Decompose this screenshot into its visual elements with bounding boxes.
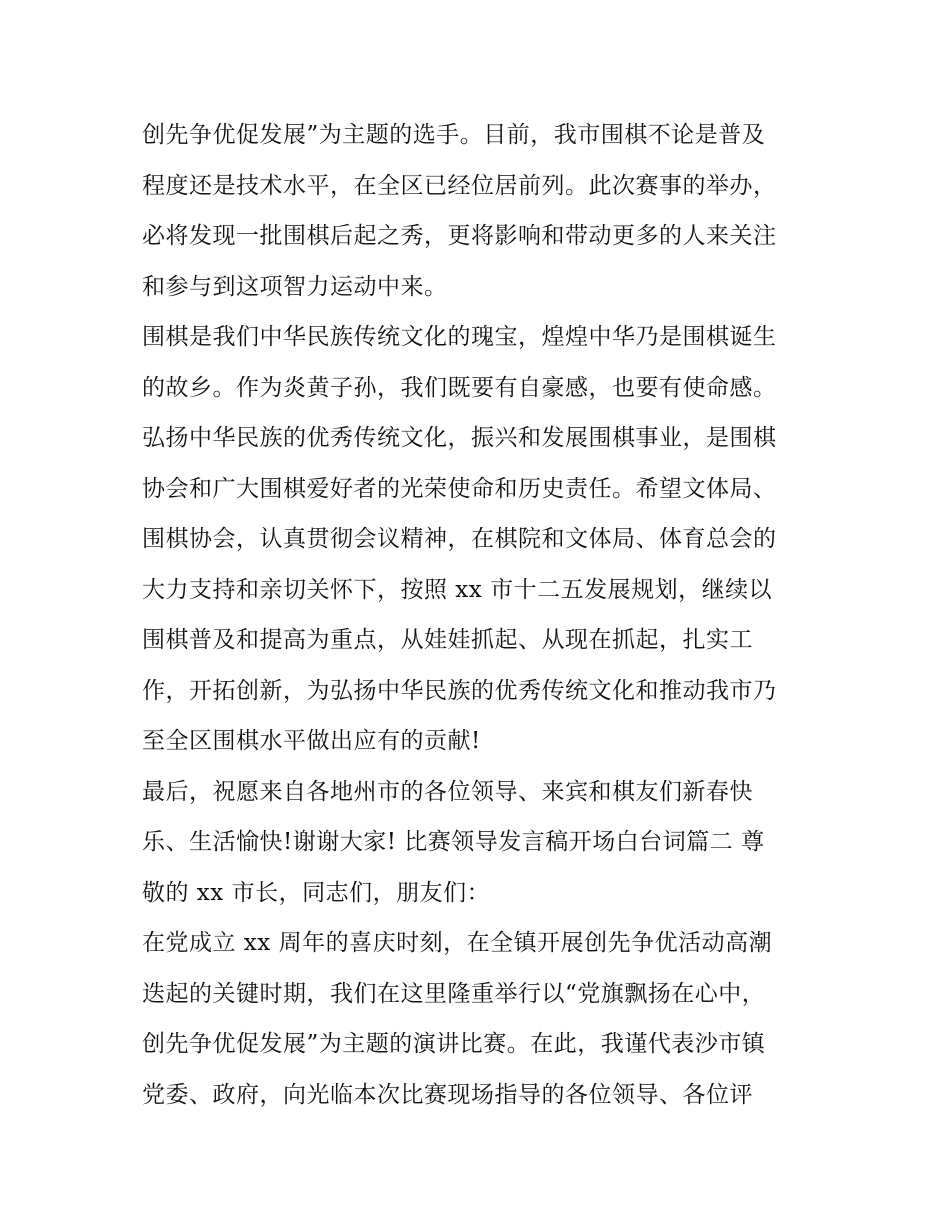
text-line: 乐、生活愉快!谢谢大家! 比赛领导发言稿开场白台词篇二 尊 [142,829,765,855]
text-line: 和参与到这项智力运动中来。 [142,273,448,300]
text-line: 最后，祝愿来自各地州市的各位领导、来宾和棋友们新春快 [142,778,753,805]
text-line: 程度还是技术水平，在全区已经位居前列。此次赛事的举办， [142,172,777,199]
text-line: 创先争优促发展”为主题的演讲比赛。在此，我谨代表沙市镇 [142,1031,766,1057]
text-line: 围棋协会，认真贯彻会议精神，在棋院和文体局、体育总会的 [142,526,777,552]
text-line: 弘扬中华民族的优秀传统文化，振兴和发展围棋事业，是围棋 [142,425,777,451]
text-line: 的故乡。作为炎黄子孙，我们既要有自豪感，也要有使命感。 [142,374,777,401]
text-line: 大力支持和亲切关怀下，按照 xx 市十二五发展规划，继续以 [142,576,773,603]
text-line: 迭起的关键时期，我们在这里隆重举行以“党旗飘扬在心中， [142,980,766,1007]
body-text [142,110,822,1120]
text-line: 作，开拓创新，为弘扬中华民族的优秀传统文化和推动我市乃 [142,677,777,704]
text-line: 协会和广大围棋爱好者的光荣使命和历史责任。希望文体局、 [142,475,777,502]
text-line: 创先争优促发展”为主题的选手。目前，我市围棋不论是普及 [142,122,766,148]
text-line: 围棋是我们中华民族传统文化的瑰宝，煌煌中华乃是围棋诞生 [142,324,777,350]
text-line: 围棋普及和提高为重点，从娃娃抓起、从现在抓起，扎实工 [142,627,753,653]
text-line: 在党成立 xx 周年的喜庆时刻，在全镇开展创先争优活动高潮 [142,930,773,956]
text-line: 必将发现一批围棋后起之秀，更将影响和带动更多的人来关注 [142,223,777,249]
text-line: 党委、政府，向光临本次比赛现场指导的各位领导、各位评 [142,1081,753,1108]
text-line: 敬的 xx 市长，同志们，朋友们： [142,879,491,906]
text-line: 至全区围棋水平做出应有的贡献! [142,728,481,754]
